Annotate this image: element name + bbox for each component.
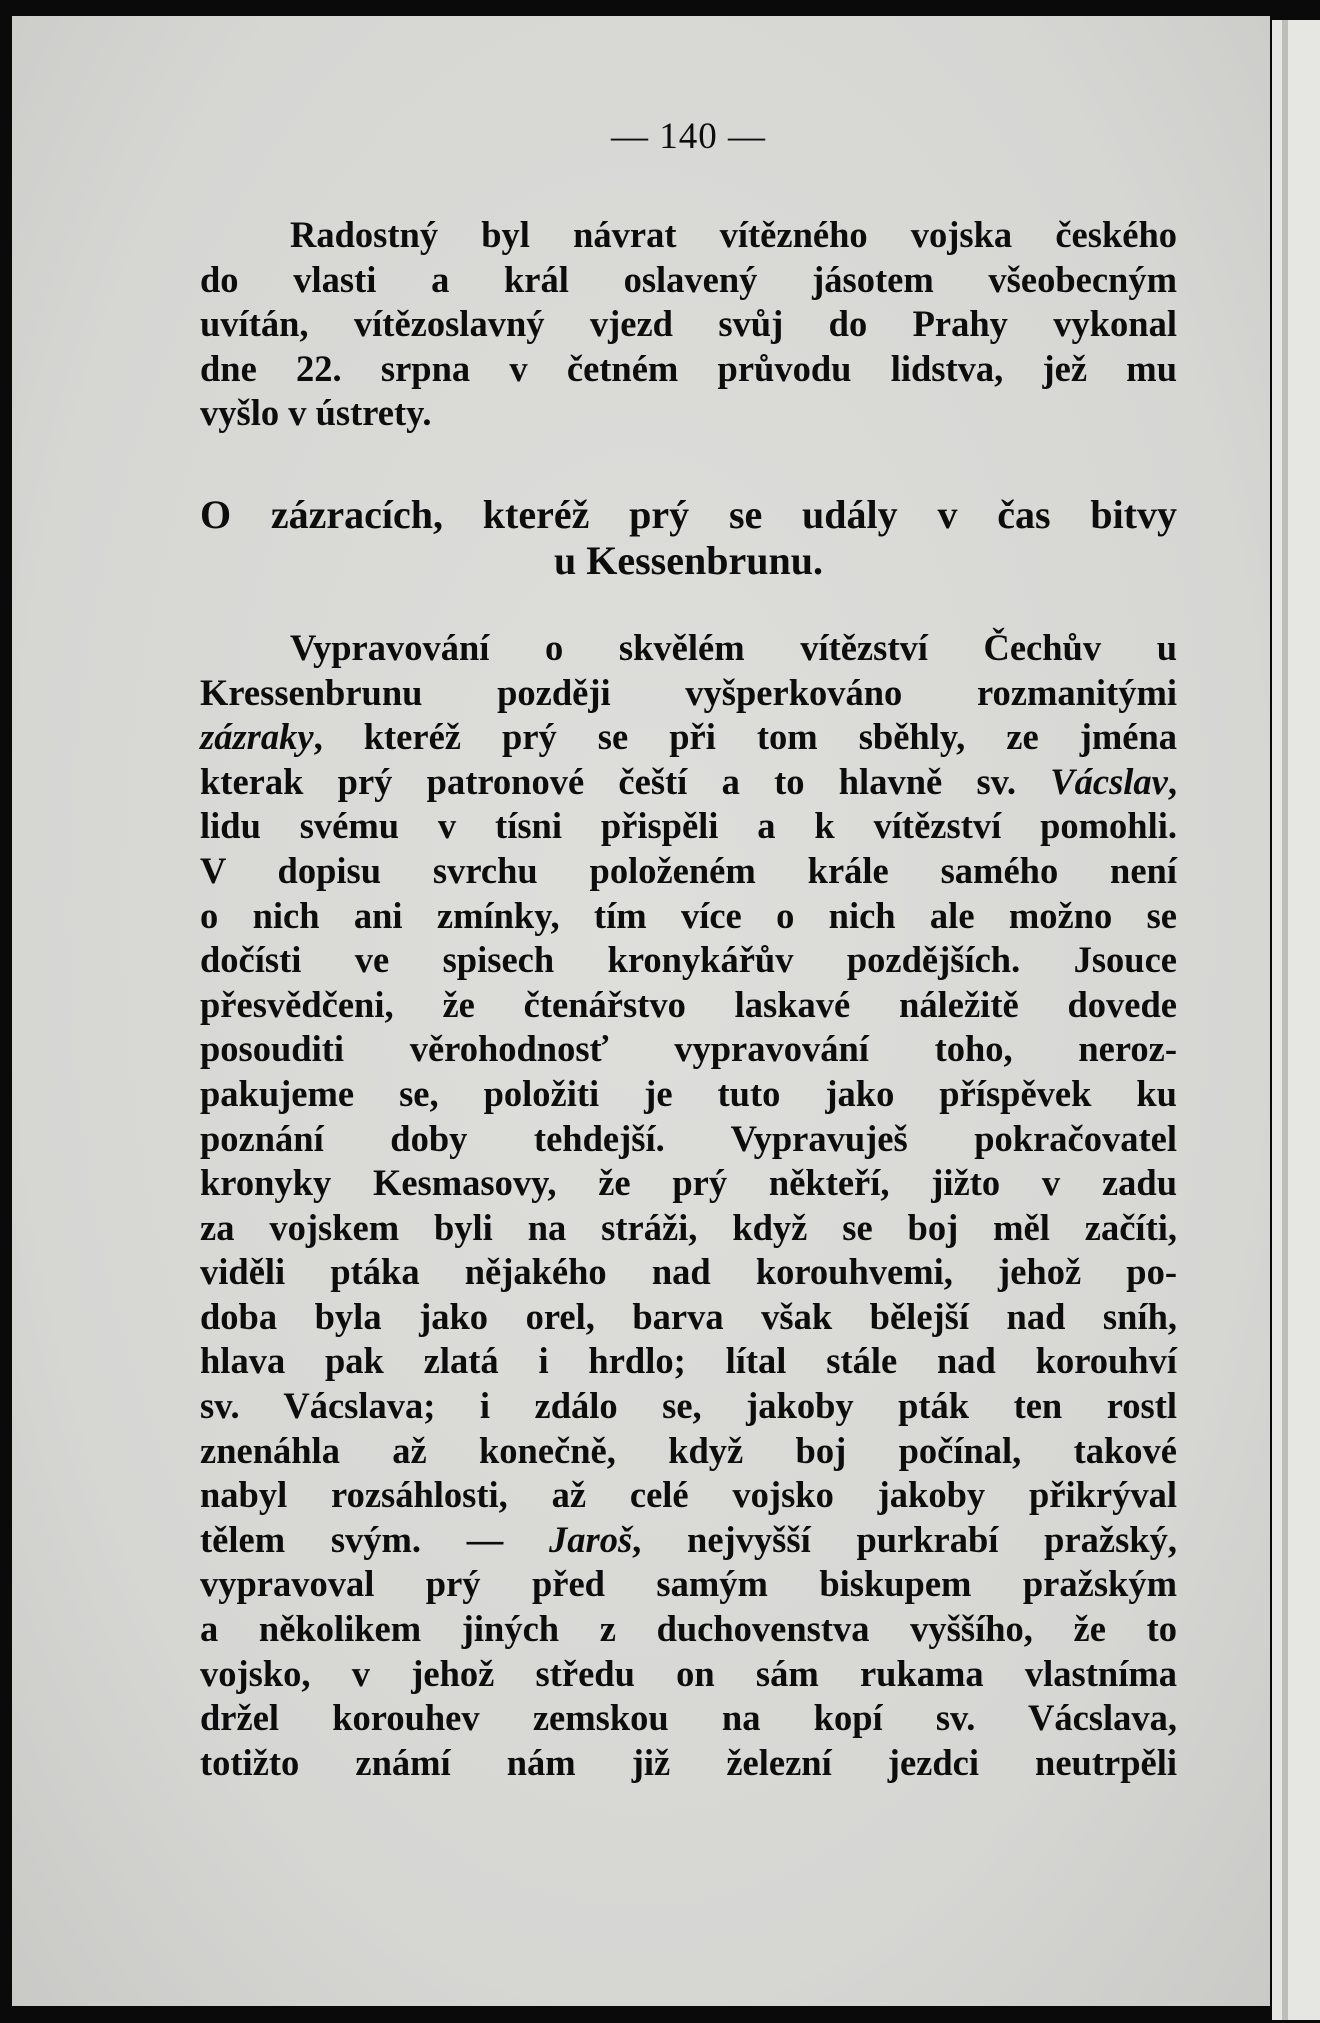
heading-line: O zázracích, kteréž prý se udály v čas bitvy [200, 491, 1177, 537]
text-line: doba byla jako orel, barva však bělejší nad sníh, [200, 1295, 1177, 1337]
text-line: dočísti ve spisech kronykářův pozdějších. Jsouce [200, 939, 1177, 981]
page-content [200, 115, 1177, 1785]
text-line: totižto známí nám již železní jezdci neutrpěli [200, 1741, 1177, 1783]
text-line: vypravoval prý před samým biskupem pražským [200, 1563, 1177, 1605]
italic-word: zázraky [200, 716, 314, 758]
text-line: nabyl rozsáhlosti, až celé vojsko jakoby přikrýval [200, 1474, 1177, 1516]
text-line: kronyky Kesmasovy, že prý někteří, jižto v zadu [200, 1162, 1177, 1204]
text-line: znenáhla až konečně, když boj počínal, takové [200, 1429, 1177, 1471]
text-fragment: , [1167, 760, 1177, 802]
text-line: lidu svému v tísni přispěli a k vítězství pomohli. [200, 805, 1177, 847]
text-fragment: , nejvyšší purkrabí pražský, [632, 1518, 1177, 1560]
text-line [200, 760, 1177, 805]
text-line: posouditi věrohodnosť vypravování toho, neroz- [200, 1028, 1177, 1070]
text-line: do vlasti a král oslavený jásotem všeobecným [200, 258, 1177, 300]
text-fragment: tělem svým. — [200, 1518, 549, 1560]
italic-word: Jaroš [549, 1518, 633, 1560]
text-line: hlava pak zlatá i hrdlo; lítal stále nad korouhví [200, 1340, 1177, 1382]
text-line: přesvědčeni, že čtenářstvo laskavé náležitě dovede [200, 983, 1177, 1025]
page-number: — 140 — [611, 116, 766, 157]
text-line: uvítán, vítězoslavný vjezd svůj do Prahy vykonal [200, 303, 1177, 345]
text-line: za vojskem byli na stráži, když se boj měl začíti, [200, 1206, 1177, 1248]
text-line: vyšlo v ústrety. [200, 392, 432, 434]
section-heading [200, 492, 1177, 584]
heading-line: u Kessenbrunu. [554, 537, 823, 583]
italic-word: Vácslav [1050, 760, 1168, 802]
text-line: držel korouhev zemskou na kopí sv. Vácslava, [200, 1697, 1177, 1739]
text-line: Vypravování o skvělém vítězství Čechův u [290, 626, 1177, 668]
text-line [200, 715, 1177, 760]
paragraph-return [200, 213, 1177, 436]
text-line: V dopisu svrchu položeném krále samého není [200, 849, 1177, 891]
text-line: sv. Vácslava; i zdálo se, jakoby pták ten rostl [200, 1385, 1177, 1427]
page-gutter-shadow [1282, 20, 1288, 2020]
text-line [200, 1518, 1177, 1563]
text-line: pakujeme se, položiti je tuto jako příspěvek ku [200, 1072, 1177, 1114]
text-line: a několikem jiných z duchovenstva vyššího, že to [200, 1608, 1177, 1650]
text-line: o nich ani zmínky, tím více o nich ale možno se [200, 894, 1177, 936]
adjacent-page-edge [1272, 20, 1320, 2020]
text-fragment: kterak prý patronové čeští a to hlavně sv. [200, 760, 1051, 802]
text-line: Kressenbrunu později vyšperkováno rozmanitými [200, 671, 1177, 713]
text-line: poznání doby tehdejší. Vypravuješ pokračovatel [200, 1117, 1177, 1159]
paragraph-miracles [200, 626, 1177, 1785]
text-line: vojsko, v jehož středu on sám rukama vlastníma [200, 1652, 1177, 1694]
text-fragment: , kteréž prý se při tom sběhly, ze jména [313, 716, 1177, 758]
text-line: Radostný byl návrat vítězného vojska českého [290, 214, 1177, 255]
text-line: dne 22. srpna v četném průvodu lidstva, jež mu [200, 347, 1177, 389]
text-line: viděli ptáka nějakého nad korouhvemi, jehož po- [200, 1251, 1177, 1293]
